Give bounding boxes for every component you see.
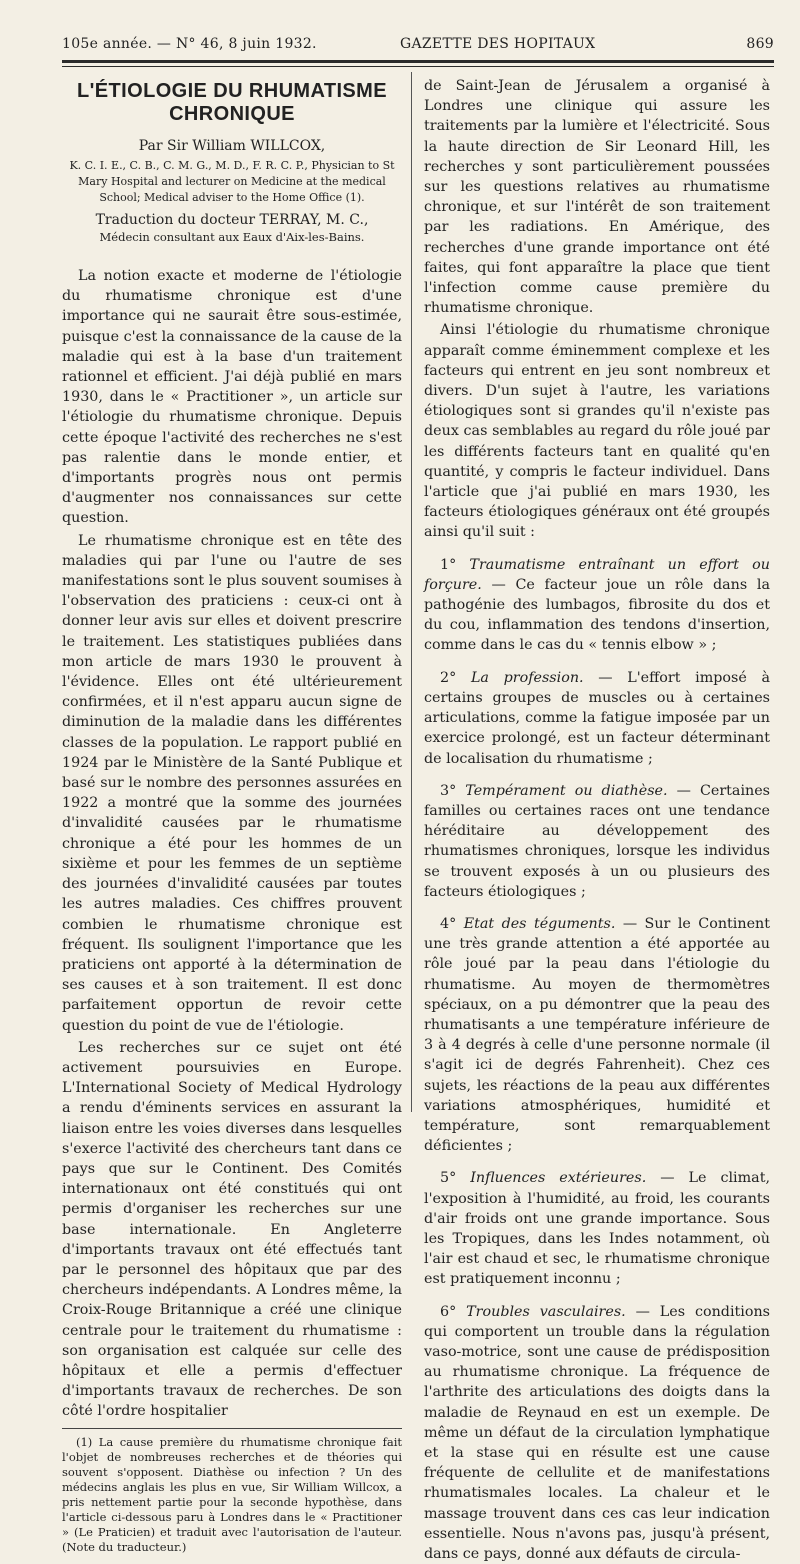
factor-text: — Ce facteur joue un rôle dans la pathogénie des lumbagos, fibrosite du dos et du cou, inflammation des tendons d'insertion, comme dans le cas du « tennis elbow » ; xyxy=(424,576,770,654)
body-paragraph: La notion exacte et moderne de l'étiologie du rhumatisme chronique est d'une importance qui ne saurait être sous-estimée, puisque c'est la connaissance de la cause de la maladie qui est à la base d'un traitement rationnel et efficient. J'ai déjà publié en mars 1930, dans le « Practitioner », un article sur l'étiologie du rhumatisme chronique. Depuis cette époque l'activité des recherches ne s'est pas ralentie dans le monde entier, et d'importants progrès nous ont permis d'augmenter nos connaissances sur cette question. xyxy=(62,268,402,527)
factor-number: 1° xyxy=(440,556,457,573)
footnote-rule xyxy=(62,1428,402,1429)
factor-title: Troubles vasculaires. xyxy=(466,1303,626,1320)
factor-number: 6° xyxy=(440,1303,457,1320)
factor-item xyxy=(424,555,770,656)
factor-number: 4° xyxy=(440,915,457,932)
header-rule-thin xyxy=(62,66,774,67)
factor-item xyxy=(424,668,770,769)
right-column xyxy=(424,76,770,1564)
factor-title: Etat des téguments. xyxy=(463,915,616,932)
article-title: L'ÉTIOLOGIE DU RHUMATISME CHRONIQUE xyxy=(77,80,387,125)
factor-item xyxy=(424,1168,770,1289)
factor-title: La profession. xyxy=(470,669,584,686)
column-divider xyxy=(411,72,412,1112)
factor-title: Tempérament ou diathèse. xyxy=(465,782,668,799)
author-credentials: K. C. I. E., C. B., C. M. G., M. D., F. R. C. P., Physician to St Mary Hospital and lecturer on Medicine at the medical School; Medical adviser to the Home Office (1). xyxy=(69,159,395,204)
header-rule-thick xyxy=(62,60,774,63)
translator-role: Médecin consultant aux Eaux d'Aix-les-Bains. xyxy=(99,230,365,244)
factor-item xyxy=(424,914,770,1156)
article-author: Par Sir William WILLCOX, xyxy=(138,138,326,154)
factor-item xyxy=(424,1302,770,1564)
left-column xyxy=(62,76,402,1555)
factor-text: — Certaines familles ou certaines races ont une tendance héréditaire au développement des rhumatismes chroniques, lorsque les individus se trouvent exposés à un ou plusieurs des facteurs étiologiques ; xyxy=(424,782,771,900)
header-journal: GAZETTE DES HOPITAUX xyxy=(400,36,596,52)
factor-item xyxy=(424,781,770,902)
header-page-number: 869 xyxy=(746,36,774,52)
factor-text: — Sur le Continent une très grande attention a été apportée au rôle joué par la peau dans l'étiologie du rhumatisme. Au moyen de thermomètres spéciaux, on a pu démontrer que la peau des rhumatisants a une température inférieure de 3 à 4 degrés à celle d'une personne normale (il s'agit ici de degrés Fahrenheit). Chez ces sujets, les réactions de la peau aux différentes variations atmosphériques, humidité et température, sont remarquablement déficientes ; xyxy=(424,915,770,1155)
factor-text: — Les conditions qui comportent un trouble dans la régulation vaso-motrice, sont une cause de prédisposition au rhumatisme chronique. La fréquence de l'arthrite des articulations des doigts dans la maladie de Reynaud en est un exemple. De même un défaut de la circulation lymphatique et la stase qui en résulte est une cause fréquente de cellulite et de manifestations rhumatismales locales. La chaleur et le massage trouvent dans ces cas leur indication essentielle. Nous n'avons pas, jusqu'à présent, dans ce pays, donné aux défauts de circula- xyxy=(424,1303,770,1563)
factor-number: 5° xyxy=(440,1170,457,1187)
factor-text: — L'effort imposé à certains groupes de muscles ou à certaines articulations, comme la fatigue imposée par un exercice prolongé, est un facteur déterminant de localisation du rhumatisme ; xyxy=(424,669,771,767)
factor-number: 2° xyxy=(440,669,457,686)
factor-title: Influences extérieures. xyxy=(470,1170,647,1187)
factor-text: — Le climat, l'exposition à l'humidité, au froid, les courants d'air froids ont une grande importance. Sous les Tropiques, dans les Indes notamment, où l'air est chaud et sec, le rhumatisme chronique est pratiquement inconnu ; xyxy=(424,1170,770,1288)
body-paragraph: Ainsi l'étiologie du rhumatisme chronique apparaît comme éminemment complexe et les facteurs qui entrent en jeu sont nombreux et divers. D'un sujet à l'autre, les variations étiologiques sont si grandes qu'il n'existe pas deux cas semblables au regard du rôle joué par les différents facteurs tant en qualité qu'en quantité, y compris le facteur individuel. Dans l'article que j'ai publié en mars 1930, les facteurs étiologiques généraux ont été groupés ainsi qu'il suit : xyxy=(424,322,770,541)
body-paragraph: Le rhumatisme chronique est en tête des maladies qui par l'une ou l'autre de ses manifestations sont le plus souvent soumises à l'observation des praticiens : ceux-ci ont à donner leur avis sur elles et doivent prescrire le traitement. Les statistiques publiées dans mon article de mars 1930 le prouvent à l'évidence. Elles ont été ultérieurement confirmées, et il n'est apparu aucun signe de diminution de la maladie dans les différentes classes de la population. Le rapport publié en 1924 par le Ministère de la Santé Publique et basé sur le nombre des personnes assurées en 1922 a montré que la somme des journées d'invalidité causées par le rhumatisme chronique a été pour les hommes de un sixième et pour les femmes de un septième des journées d'invalidité causées par toutes les autres maladies. Ces chiffres prouvent combien le rhumatisme chronique est fréquent. Ils soulignent l'importance que les praticiens ont apporté à la détermination de ses causes et à son traitement. Il est donc parfaitement opportun de revoir cette question du point de vue de l'étiologie. xyxy=(62,532,402,1034)
factor-number: 3° xyxy=(440,782,457,799)
footnote: (1) La cause première du rhumatisme chronique fait l'objet de nombreuses recherches et de théories qui souvent s'opposent. Diathèse ou infection ? Un des médecins anglais les plus en vue, Sir William Willcox, a pris nettement partie pour la seconde hypothèse, dans l'article ci-dessous paru à Londres dans le « Practitioner » (Le Praticien) et traduit avec l'autorisation de l'auteur. (Note du traducteur.) xyxy=(62,1434,402,1554)
header-issue: 105e année. — N° 46, 8 juin 1932. xyxy=(62,36,317,52)
body-paragraph: Les recherches sur ce sujet ont été activement poursuivies en Europe. L'International Society of Medical Hydrology a rendu d'éminents services en assurant la liaison entre les voies diverses dans lesquelles s'exerce l'activité des chercheurs tant dans ce pays que sur le Continent. Des Comités internationaux ont été constitués qui ont permis d'organiser les recherches sur une base internationale. En Angleterre d'importants travaux ont été effectués tant par le personnel des hôpitaux que par des chercheurs indépendants. A Londres même, la Croix-Rouge Britannique a créé une clinique centrale pour le traitement du rhumatisme : son organisation est calquée sur celle des hôpitaux et elle a permis d'effectuer d'importants travaux de recherches. De son côté l'ordre hospitalier xyxy=(62,1039,402,1420)
running-header xyxy=(62,36,774,58)
factor-title: Traumatisme entraînant un effort ou forçure. xyxy=(424,556,770,593)
body-paragraph: de Saint-Jean de Jérusalem a organisé à Londres une clinique qui assure les traitements par la lumière et l'électricité. Sous la haute direction de Sir Leonard Hill, les recherches y sont particulièrement poussées sur les questions relatives au rhumatisme chronique, et sur l'intérêt de son traitement par les radiations. En Amérique, des recherches d'une grande importance ont été faites, qui font apparaître la place que tient l'infection comme cause première du rhumatisme chronique. xyxy=(424,78,770,317)
translator: Traduction du docteur TERRAY, M. C., xyxy=(95,212,369,228)
